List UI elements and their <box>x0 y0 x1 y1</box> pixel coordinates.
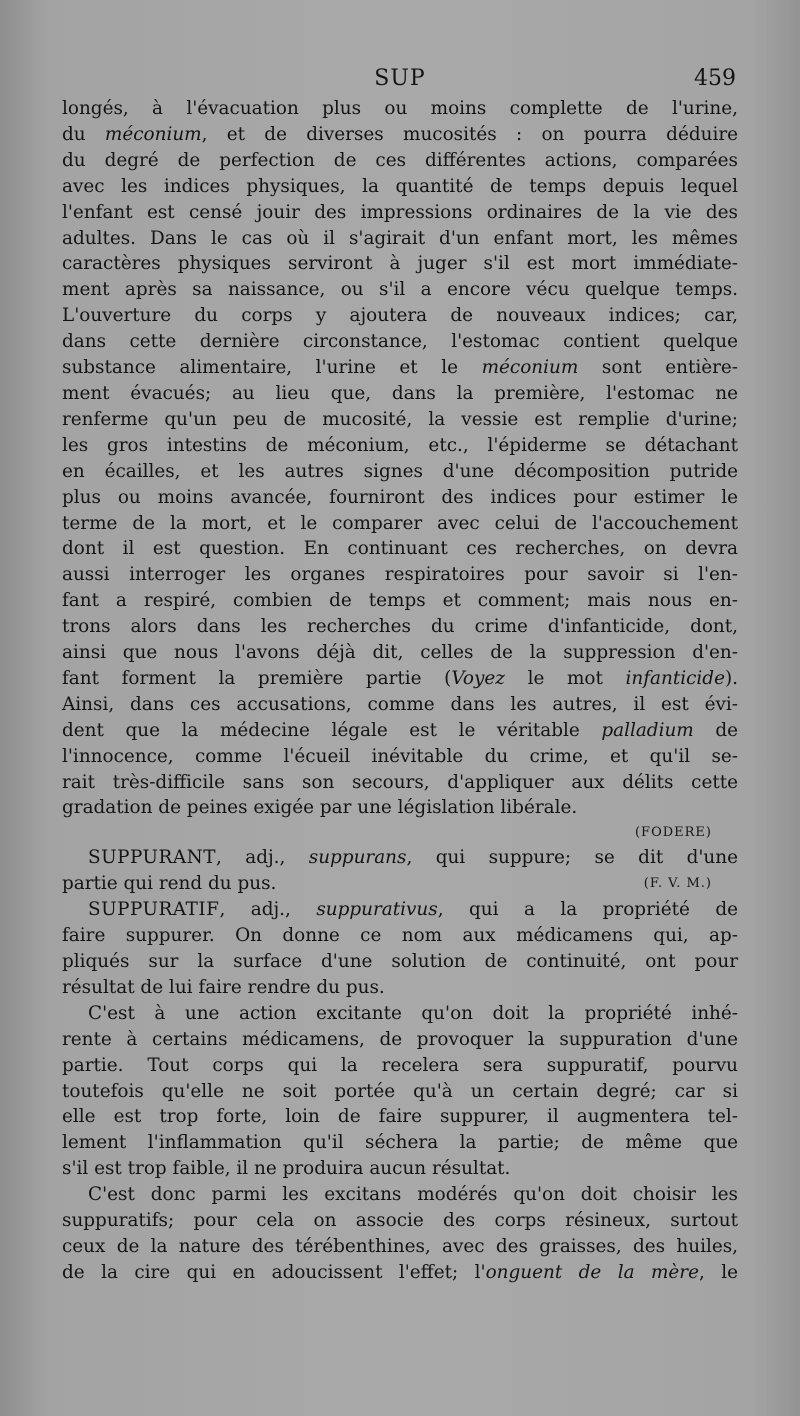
text-line: SUPPURATIF, adj., suppurativus, qui a la propriété de <box>88 899 739 921</box>
text-line: plus ou moins avancée, fourniront des indices pour estimer le <box>62 486 738 508</box>
text-line: dont il est question. En continuant ces recherches, on devra <box>62 538 738 560</box>
page-number: 459 <box>694 66 736 91</box>
text-line: faire suppurer. On donne ce nom aux médicamens qui, ap- <box>62 925 738 947</box>
text-line: dans cette dernière circonstance, l'estomac contient quelque <box>62 331 738 353</box>
text-line: avec les indices physiques, la quantité de temps depuis lequel <box>62 175 738 197</box>
text-line: elle est trop forte, loin de faire suppurer, il augmentera tel- <box>62 1106 738 1128</box>
text-line: caractères physiques serviront à juger s'il est mort immédiate- <box>62 253 738 275</box>
text-line: C'est à une action excitante qu'on doit la propriété inhé- <box>88 1002 738 1024</box>
author-signature: (FODERE) <box>634 825 712 841</box>
text-line: en écailles, et les autres signes d'une décomposition putride <box>62 460 738 482</box>
text-line: ainsi que nous l'avons déjà dit, celles de la suppression d'en- <box>62 642 738 664</box>
text-line: toutefois qu'elle ne soit portée qu'à un certain degré; car si <box>62 1080 738 1102</box>
page-header <box>0 64 800 96</box>
text-line: suppuratifs; pour cela on associe des corps résineux, surtout <box>62 1210 738 1232</box>
text-line: adultes. Dans le cas où il s'agirait d'un enfant mort, les mêmes <box>62 227 738 249</box>
body-text <box>62 96 738 1286</box>
text-line: les gros intestins de méconium, etc., l'épiderme se détachant <box>62 434 738 456</box>
text-line: gradation de peines exigée par une législation libérale. <box>62 797 578 819</box>
text-line: ceux de la nature des térébenthines, avec des graisses, des huiles, <box>62 1235 738 1257</box>
text-line: dent que la médecine légale est le véritable palladium de <box>62 719 738 741</box>
text-line: SUPPURANT, adj., suppurans, qui suppure; se dit d'une <box>88 847 738 869</box>
text-line: aussi interroger les organes respiratoires pour savoir si l'en- <box>62 564 738 586</box>
running-head: SUP <box>374 66 426 91</box>
text-line: rente à certains médicamens, de provoquer la suppuration d'une <box>62 1028 738 1050</box>
text-line: l'innocence, comme l'écueil inévitable du crime, et qu'il se- <box>62 745 738 767</box>
text-line: terme de la mort, et le comparer avec celui de l'accouchement <box>62 512 738 534</box>
text-line: résultat de lui faire rendre du pus. <box>62 976 385 998</box>
text-line: fant a respiré, combien de temps et comment; mais nous en- <box>62 590 738 612</box>
text-line: de la cire qui en adoucissent l'effet; l'onguent de la mère, le <box>62 1261 738 1283</box>
text-line: C'est donc parmi les excitans modérés qu'on doit choisir les <box>88 1184 738 1206</box>
text-line: renferme qu'un peu de mucosité, la vessie est remplie d'urine; <box>62 408 738 430</box>
text-line: trons alors dans les recherches du crime d'infanticide, dont, <box>62 616 738 638</box>
text-line: l'enfant est censé jouir des impressions ordinaires de la vie des <box>62 201 738 223</box>
text-line: substance alimentaire, l'urine et le méconium sont entière- <box>62 357 738 379</box>
text-line: lement l'inflammation qu'il séchera la partie; de même que <box>62 1132 738 1154</box>
text-line: longés, à l'évacuation plus ou moins complette de l'urine, <box>62 98 738 119</box>
text-line: s'il est trop faible, il ne produira aucun résultat. <box>62 1158 511 1180</box>
text-line: fant forment la première partie (Voyez le mot infanticide). <box>62 667 738 689</box>
text-line: partie qui rend du pus. (F. V. M.) <box>62 871 738 897</box>
text-line: rait très-difficile sans son secours, d'appliquer aux délits cette <box>62 771 738 793</box>
author-signature: (F. V. M.) <box>643 876 712 892</box>
text-line: ment après sa naissance, ou s'il a encore vécu quelque temps. <box>62 279 738 301</box>
text-line: pliqués sur la surface d'une solution de continuité, ont pour <box>62 951 738 972</box>
text-line: L'ouverture du corps y ajoutera de nouveaux indices; car, <box>62 305 738 327</box>
text-line: partie. Tout corps qui la recelera sera suppuratif, pourvu <box>62 1054 738 1076</box>
text-line: du degré de perfection de ces différentes actions, comparées <box>62 149 738 171</box>
text-line: Ainsi, dans ces accusations, comme dans les autres, il est évi- <box>62 693 738 715</box>
text-line: du méconium, et de diverses mucosités : on pourra déduire <box>62 123 738 145</box>
text-line: ment évacués; au lieu que, dans la première, l'estomac ne <box>62 382 738 404</box>
